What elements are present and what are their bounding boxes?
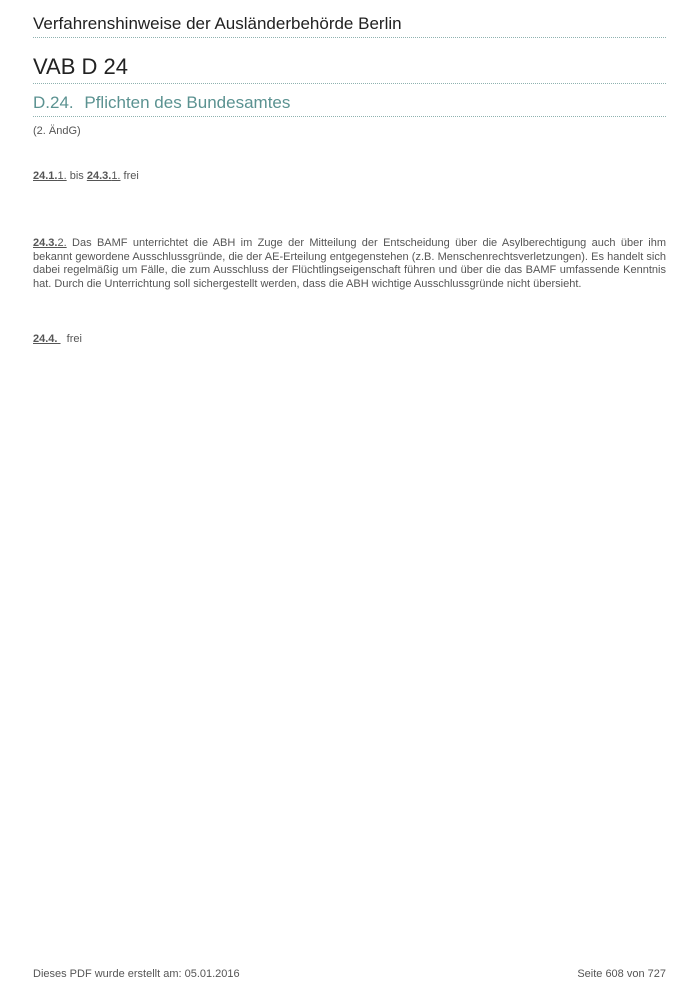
- document-page: [33, 0, 666, 990]
- section-heading: [33, 93, 290, 113]
- paragraph-reference-link[interactable]: 24.3.2.: [33, 237, 67, 249]
- paragraph-reference-link[interactable]: 24.1.1.: [33, 170, 67, 182]
- document-header-title: Verfahrenshinweise der Ausländerbehörde Berlin: [33, 14, 402, 33]
- paragraph-connector: bis: [66, 170, 87, 182]
- section-title: Pflichten des Bundesamtes: [84, 93, 291, 112]
- vab-title: VAB D 24: [33, 54, 128, 79]
- paragraph-reference-link[interactable]: 24.3.1.: [86, 170, 121, 182]
- section-number: D.24.: [33, 93, 74, 112]
- title-divider: [33, 83, 666, 84]
- paragraph-text: Das BAMF unterrichtet die ABH im Zuge der Mitteilung der Entscheidung über die Asylberechtigung auch über ihm bekannt gewordene Ausschlussgründe, die der AE-Erteilung entgegenstehen (z.B. Menschenrechtsverletzungen). Es handelt sich dabei regelmäßig um Fälle, die zum Ausschluss der Flüchtlingseigenschaft führen und über die das BAMF umfassende Kenntnis hat. Durch die Unterrichtung soll sichergestellt werden, dass die ABH wichtige Ausschlussgründe nicht übersieht.: [33, 237, 666, 290]
- amendment-note: (2. ÄndG): [33, 125, 81, 137]
- footer-page-number: Seite 608 von 727: [577, 968, 666, 980]
- paragraph-text: frei: [60, 333, 82, 345]
- paragraph-24-4: [33, 333, 666, 347]
- paragraph-reference-link[interactable]: 24.4.: [33, 333, 58, 345]
- paragraph-24-3-2: [33, 237, 666, 291]
- page-footer: [33, 967, 666, 981]
- paragraph-24-1-1: [33, 170, 666, 184]
- paragraph-text: frei: [120, 170, 139, 182]
- footer-created-date: Dieses PDF wurde erstellt am: 05.01.2016: [33, 968, 240, 980]
- section-divider: [33, 116, 666, 117]
- header-divider: [33, 37, 666, 38]
